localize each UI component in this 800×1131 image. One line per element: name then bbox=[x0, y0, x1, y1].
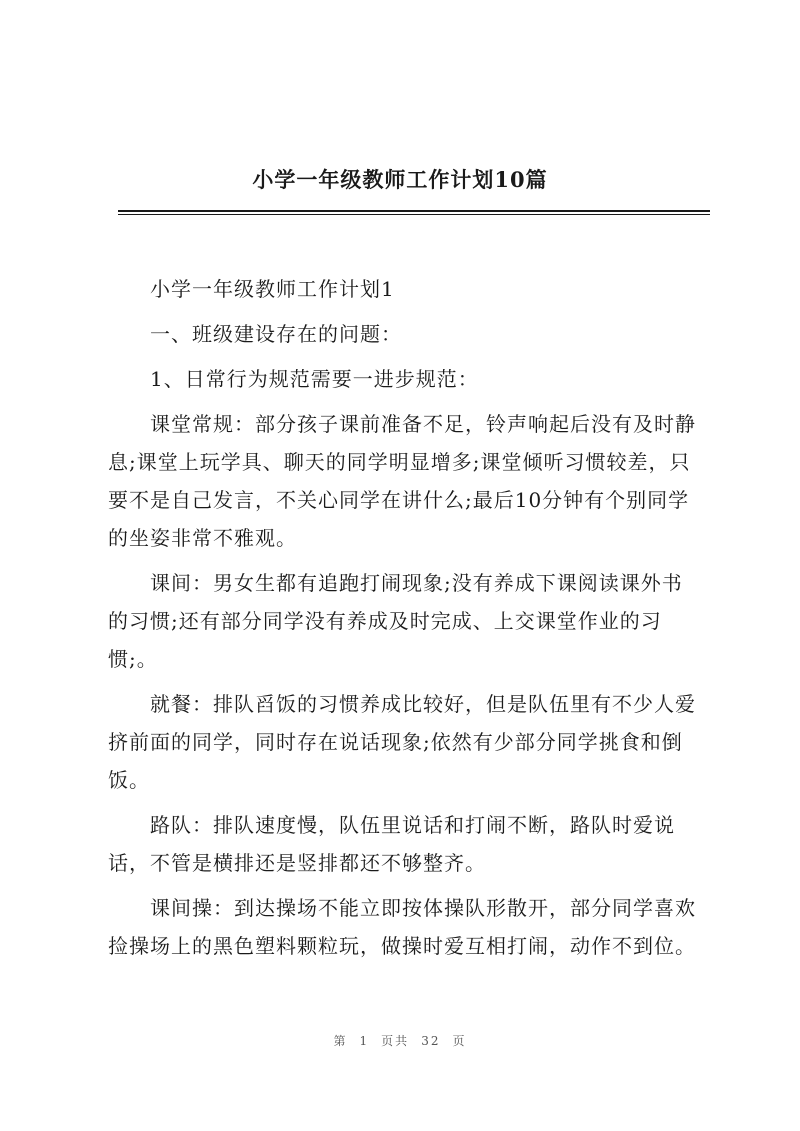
paragraph-line: 挤前面的同学，同时存在说话现象;依然有少部分同学挑食和倒 bbox=[108, 730, 683, 754]
document-body bbox=[108, 270, 712, 965]
paragraph-line: 课间：男女生都有追跑打闹现象;没有养成下课阅读课外书 bbox=[150, 571, 683, 595]
page-suffix: 页 bbox=[452, 1034, 467, 1048]
page-separator: 页共 bbox=[381, 1034, 410, 1048]
paragraph-line: 饭。 bbox=[108, 768, 150, 792]
page-number: 1 bbox=[359, 1034, 370, 1048]
paragraph-line: 话，不管是横排还是竖排都还不够整齐。 bbox=[108, 851, 486, 875]
paragraph-line: 息;课堂上玩学具、聊天的同学明显增多;课堂倾听习惯较差，只 bbox=[108, 450, 691, 474]
paragraph-line: 要不是自己发言，不关心同学在讲什么;最后10分钟有个别同学 bbox=[108, 488, 690, 512]
paragraph-line: 的坐姿非常不雅观。 bbox=[108, 526, 297, 550]
title-divider-thin bbox=[118, 214, 710, 215]
page-total: 32 bbox=[421, 1034, 441, 1048]
paragraph-line: 课间操：到达操场不能立即按体操队形散开，部分同学喜欢 bbox=[150, 896, 696, 920]
paragraph-line: 路队：排队速度慢，队伍里说话和打闹不断，路队时爱说 bbox=[150, 813, 675, 837]
section-heading: 小学一年级教师工作计划1 bbox=[150, 277, 395, 301]
paragraph-line: 就餐：排队舀饭的习惯养成比较好，但是队伍里有不少人爱 bbox=[150, 692, 696, 716]
paragraph-line: 惯;。 bbox=[108, 647, 158, 671]
paragraph-line: 的习惯;还有部分同学没有养成及时完成、上交课堂作业的习 bbox=[108, 609, 662, 633]
page-label: 第 bbox=[333, 1034, 348, 1048]
paragraph-line: 课堂常规：部分孩子课前准备不足，铃声响起后没有及时静 bbox=[150, 412, 696, 436]
title-divider bbox=[118, 210, 710, 212]
subsection-heading: 1、日常行为规范需要一进步规范： bbox=[150, 367, 479, 391]
paragraph-line: 捡操场上的黑色塑料颗粒玩，做操时爱互相打闹，动作不到位。 bbox=[108, 934, 696, 958]
subsection-heading: 一、班级建设存在的问题： bbox=[150, 322, 402, 346]
page-footer bbox=[0, 1032, 800, 1049]
document-title: 小学一年级教师工作计划10篇 bbox=[252, 167, 548, 192]
